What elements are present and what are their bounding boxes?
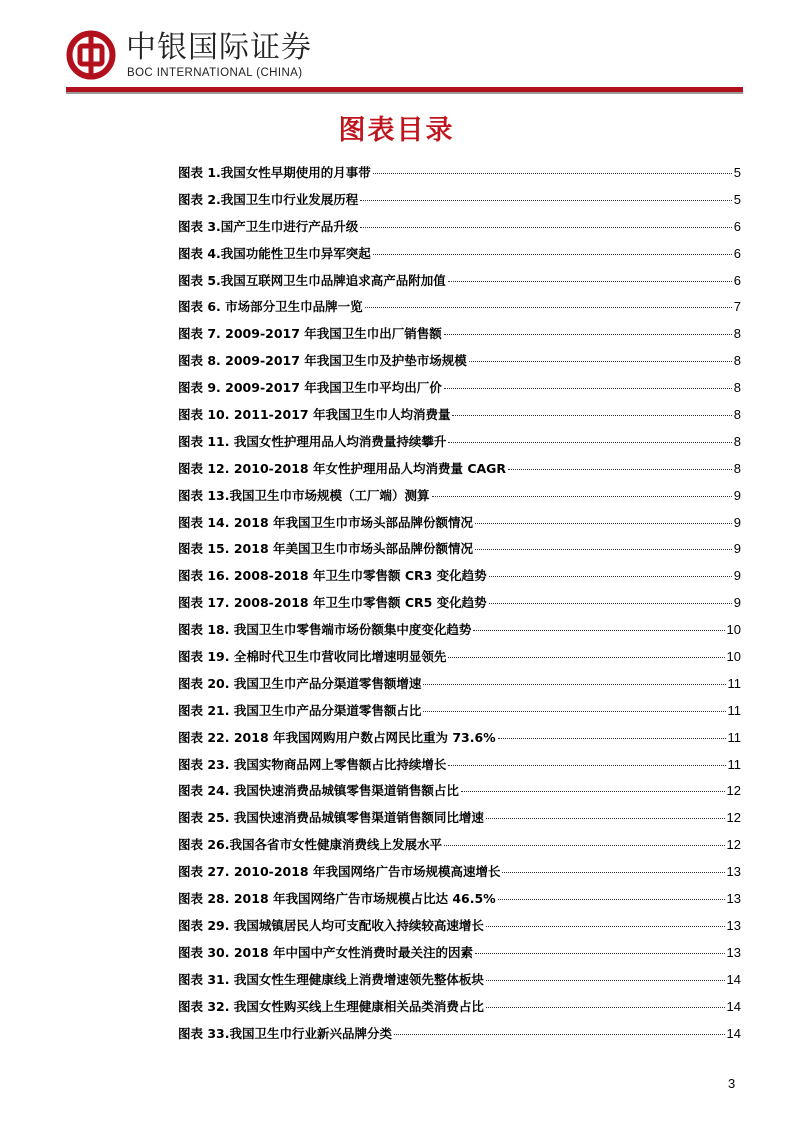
toc-leader-dots xyxy=(373,253,732,255)
toc-leader-dots xyxy=(423,683,725,685)
toc-leader-dots xyxy=(444,844,725,846)
toc-entry-page: 9 xyxy=(733,514,741,530)
toc-entry-page: 5 xyxy=(733,165,741,180)
toc-leader-dots xyxy=(486,817,725,819)
toc-entry-page: 12 xyxy=(726,783,741,799)
toc-leader-dots xyxy=(394,1033,725,1035)
toc-leader-dots xyxy=(444,333,732,335)
toc-entry[interactable] xyxy=(178,725,741,752)
toc-leader-dots xyxy=(489,602,732,604)
toc-entry[interactable] xyxy=(178,510,741,537)
toc-entry[interactable] xyxy=(178,913,741,940)
toc-leader-dots xyxy=(432,495,732,497)
toc-entry-label: 图表 25. 我国快速消费品城镇零售渠道销售额同比增速 xyxy=(178,810,484,826)
toc-entry-page: 6 xyxy=(733,245,741,261)
toc-entry[interactable] xyxy=(178,832,741,859)
toc-entry-label: 图表 29. 我国城镇居民人均可支配收入持续较高速增长 xyxy=(178,917,484,933)
toc-entry[interactable] xyxy=(178,456,741,483)
toc-entry[interactable] xyxy=(178,187,741,214)
toc-entry-label: 图表 2.我国卫生巾行业发展历程 xyxy=(178,191,359,207)
toc-entry-page: 9 xyxy=(733,595,741,611)
toc-entry-page: 11 xyxy=(727,756,741,772)
toc-entry-label: 图表 24. 我国快速消费品城镇零售渠道销售额占比 xyxy=(178,783,459,799)
toc-entry-page: 10 xyxy=(726,649,741,665)
toc-leader-dots xyxy=(448,656,724,658)
toc-entry-page: 9 xyxy=(733,568,741,584)
toc-entry-label: 图表 20. 我国卫生巾产品分渠道零售额增速 xyxy=(178,675,422,691)
toc-entry-label: 图表 5.我国互联网卫生巾品牌追求高产品附加值 xyxy=(178,272,446,288)
toc-entry-label: 图表 15. 2018 年美国卫生巾市场头部品牌份额情况 xyxy=(178,541,473,557)
toc-entry-label: 图表 8. 2009-2017 年我国卫生巾及护垫市场规模 xyxy=(178,353,467,369)
toc-entry[interactable] xyxy=(178,429,741,456)
toc-entry-label: 图表 3.国产卫生巾进行产品升级 xyxy=(178,218,359,234)
toc-entry-page: 13 xyxy=(726,891,741,907)
toc-entry[interactable] xyxy=(178,994,741,1021)
toc-entry-page: 13 xyxy=(726,864,741,880)
toc-entry[interactable] xyxy=(178,268,741,295)
toc-entry[interactable] xyxy=(178,321,741,348)
toc-leader-dots xyxy=(498,737,726,739)
toc-entry[interactable] xyxy=(178,348,741,375)
toc-leader-dots xyxy=(452,414,731,416)
toc-entry[interactable] xyxy=(178,241,741,268)
toc-entry-label: 图表 19. 全棉时代卫生巾营收同比增速明显领先 xyxy=(178,649,447,665)
toc-leader-dots xyxy=(365,306,732,308)
toc-leader-dots xyxy=(360,199,731,201)
toc-entry-label: 图表 13.我国卫生巾市场规模（工厂端）测算 xyxy=(178,487,430,503)
toc-entry-label: 图表 28. 2018 年我国网络广告市场规模占比达 46.5% xyxy=(178,891,496,907)
toc-entry-page: 13 xyxy=(726,917,741,933)
toc-entry-page: 14 xyxy=(726,1025,741,1041)
toc-entry-label: 图表 26.我国各省市女性健康消费线上发展水平 xyxy=(178,837,442,853)
toc-entry-label: 图表 16. 2008-2018 年卫生巾零售额 CR3 变化趋势 xyxy=(178,568,487,584)
toc-leader-dots xyxy=(373,172,732,174)
toc-leader-dots xyxy=(502,871,724,873)
toc-entry[interactable] xyxy=(178,698,741,725)
toc-leader-dots xyxy=(469,360,732,362)
toc-entry-label: 图表 22. 2018 年我国网购用户数占网民比重为 73.6% xyxy=(178,729,496,745)
toc-entry[interactable] xyxy=(178,644,741,671)
header-rule-grey xyxy=(66,92,743,94)
toc-entry-label: 图表 6. 市场部分卫生巾品牌一览 xyxy=(178,299,363,315)
toc-entry-label: 图表 4.我国功能性卫生巾异军突起 xyxy=(178,245,371,261)
toc-entry-label: 图表 21. 我国卫生巾产品分渠道零售额占比 xyxy=(178,702,422,718)
toc-entry-page: 6 xyxy=(733,272,741,288)
toc-entry-label: 图表 23. 我国实物商品网上零售额占比持续增长 xyxy=(178,756,447,772)
toc-entry[interactable] xyxy=(178,294,741,321)
toc-leader-dots xyxy=(475,522,732,524)
toc-leader-dots xyxy=(448,764,725,766)
toc-entry[interactable] xyxy=(178,617,741,644)
toc-leader-dots xyxy=(444,387,732,389)
brand-name-en: BOC INTERNATIONAL (CHINA) xyxy=(127,67,303,79)
toc-entry-page: 9 xyxy=(733,487,741,503)
toc-entry-page: 9 xyxy=(733,541,741,557)
toc-entry-label: 图表 1.我国女性早期使用的月事带 xyxy=(178,165,371,180)
toc-entry-page: 11 xyxy=(727,729,741,745)
toc-leader-dots xyxy=(473,629,724,631)
toc-entry-page: 8 xyxy=(733,380,741,396)
toc-entry-label: 图表 33.我国卫生巾行业新兴品牌分类 xyxy=(178,1025,392,1041)
toc-entry-label: 图表 10. 2011-2017 年我国卫生巾人均消费量 xyxy=(178,407,451,423)
toc-leader-dots xyxy=(448,280,732,282)
toc-entry-label: 图表 7. 2009-2017 年我国卫生巾出厂销售额 xyxy=(178,326,442,342)
toc-entry-page: 8 xyxy=(733,353,741,369)
toc-entry[interactable] xyxy=(178,214,741,241)
toc-entry-label: 图表 17. 2008-2018 年卫生巾零售额 CR5 变化趋势 xyxy=(178,595,487,611)
toc-entry-page: 8 xyxy=(733,433,741,449)
toc-entry[interactable] xyxy=(178,886,741,913)
toc-leader-dots xyxy=(461,790,725,792)
toc-entry[interactable] xyxy=(178,859,741,886)
toc-entry-page: 11 xyxy=(727,675,741,691)
toc-leader-dots xyxy=(486,925,725,927)
toc-entry-page: 12 xyxy=(726,810,741,826)
toc-entry-label: 图表 30. 2018 年中国中产女性消费时最关注的因素 xyxy=(178,944,473,960)
toc-title: 图表目录 xyxy=(338,115,455,146)
toc-entry-label: 图表 32. 我国女性购买线上生理健康相关品类消费占比 xyxy=(178,998,484,1014)
toc-entry[interactable] xyxy=(178,402,741,429)
toc-entry-label: 图表 14. 2018 年我国卫生巾市场头部品牌份额情况 xyxy=(178,514,473,530)
toc-leader-dots xyxy=(508,468,732,470)
toc-entry[interactable] xyxy=(178,375,741,402)
brand-name-cn: 中银国际证券 xyxy=(126,30,312,65)
toc-entry[interactable] xyxy=(178,671,741,698)
toc-leader-dots xyxy=(360,226,731,228)
toc-leader-dots xyxy=(486,1006,725,1008)
toc-entry[interactable] xyxy=(178,805,741,832)
toc-entry-page: 6 xyxy=(733,218,741,234)
toc-entry-label: 图表 12. 2010-2018 年女性护理用品人均消费量 CAGR xyxy=(178,460,507,476)
toc-entry[interactable] xyxy=(178,590,741,617)
toc-leader-dots xyxy=(475,548,732,550)
toc-entry[interactable] xyxy=(178,563,741,590)
toc-entry-page: 10 xyxy=(726,622,741,638)
toc-entry-page: 14 xyxy=(726,998,741,1014)
toc-entry-page: 5 xyxy=(733,191,741,207)
toc-entry-label: 图表 31. 我国女性生理健康线上消费增速领先整体板块 xyxy=(178,971,484,987)
toc-entry-page: 14 xyxy=(726,971,741,987)
toc-entry-page: 8 xyxy=(733,326,741,342)
toc-entry-page: 8 xyxy=(733,407,741,423)
toc-entry[interactable] xyxy=(178,536,741,563)
page-number: 3 xyxy=(728,1076,736,1091)
toc-entry-page: 12 xyxy=(726,837,741,853)
toc-entry-page: 13 xyxy=(726,944,741,960)
toc-entry[interactable] xyxy=(178,160,741,187)
toc-entry-label: 图表 11. 我国女性护理用品人均消费量持续攀升 xyxy=(178,433,447,449)
boc-logo-icon xyxy=(66,30,116,80)
toc-leader-dots xyxy=(489,575,732,577)
toc-list xyxy=(178,160,741,1047)
toc-entry-page: 11 xyxy=(727,702,741,718)
toc-entry-page: 7 xyxy=(733,299,741,315)
toc-entry[interactable] xyxy=(178,940,741,967)
toc-entry[interactable] xyxy=(178,967,741,994)
toc-entry[interactable] xyxy=(178,483,741,510)
toc-leader-dots xyxy=(486,979,725,981)
toc-entry[interactable] xyxy=(178,1021,741,1048)
toc-entry-label: 图表 27. 2010-2018 年我国网络广告市场规模高速增长 xyxy=(178,864,501,880)
toc-entry-page: 8 xyxy=(733,460,741,476)
toc-leader-dots xyxy=(475,952,725,954)
toc-entry[interactable] xyxy=(178,752,741,779)
toc-leader-dots xyxy=(423,710,725,712)
toc-entry[interactable] xyxy=(178,778,741,805)
toc-entry-label: 图表 9. 2009-2017 年我国卫生巾平均出厂价 xyxy=(178,380,442,396)
page-header xyxy=(66,26,746,94)
toc-entry-label: 图表 18. 我国卫生巾零售端市场份额集中度变化趋势 xyxy=(178,622,472,638)
toc-leader-dots xyxy=(448,441,731,443)
toc-leader-dots xyxy=(498,898,725,900)
